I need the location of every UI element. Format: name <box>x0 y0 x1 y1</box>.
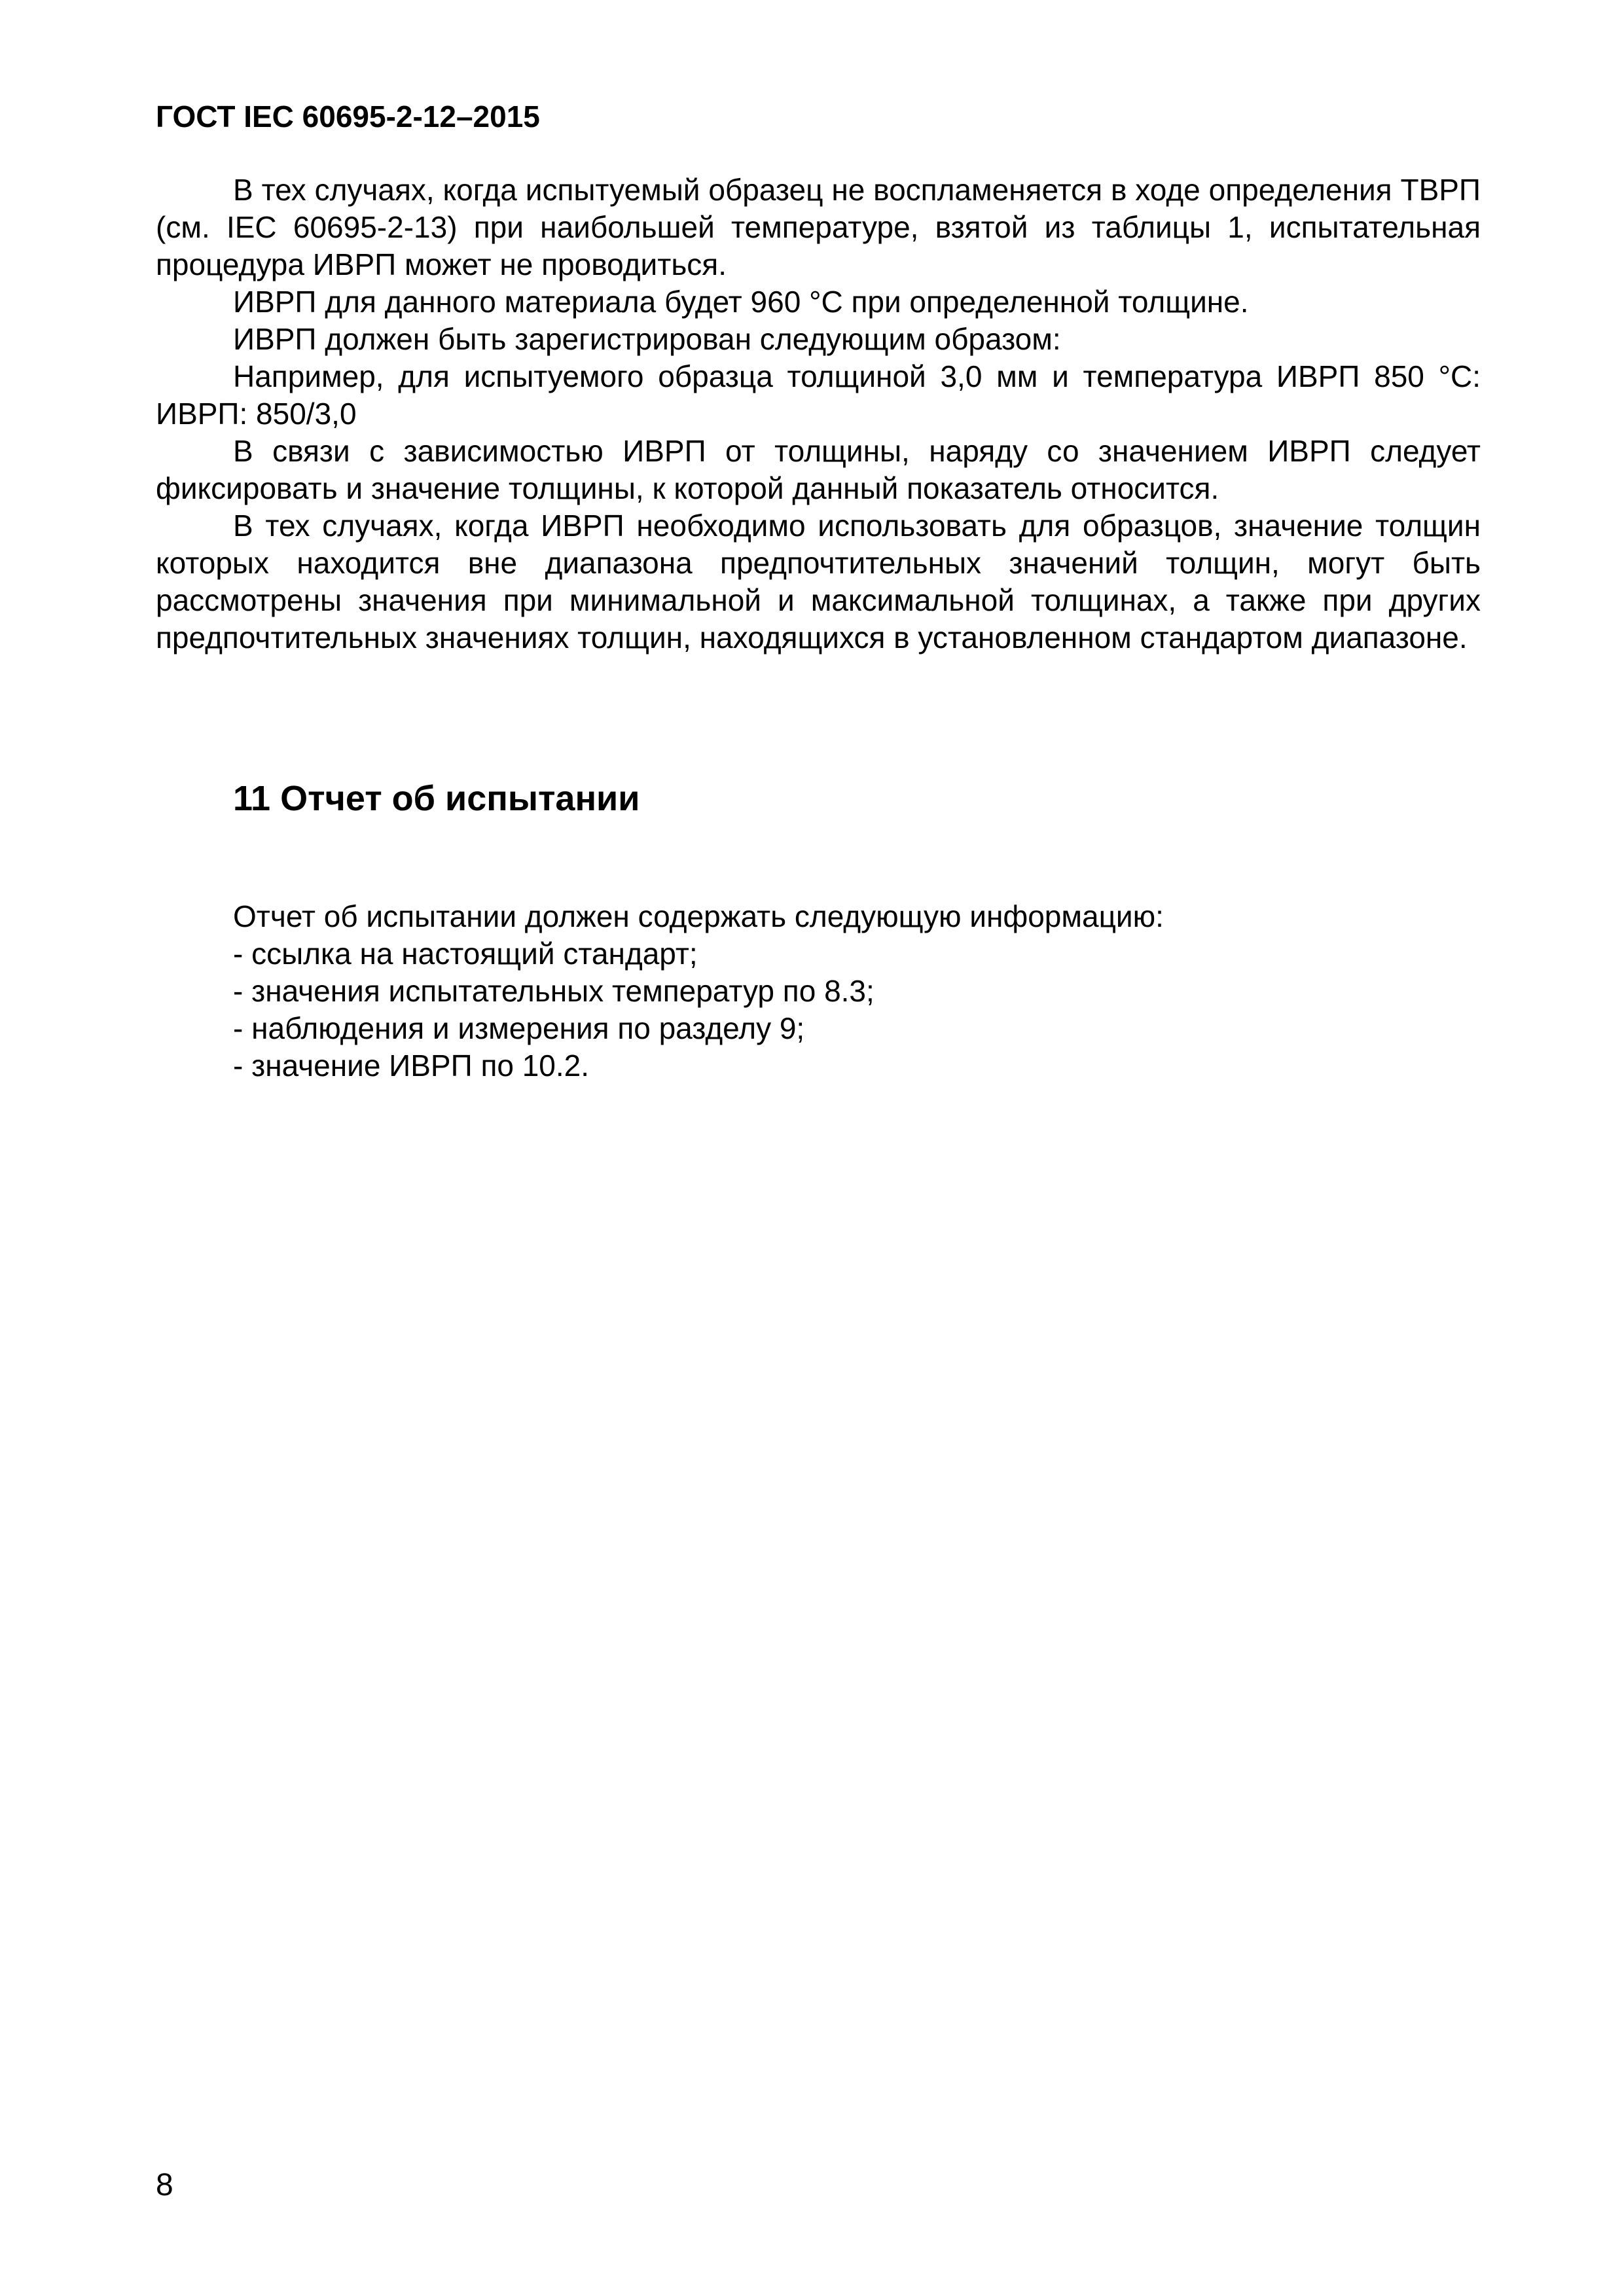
paragraph-out-of-range: В тех случаях, когда ИВРП необходимо использовать для образцов, значение толщин которых находится вне диапазона предпочтительных значений толщин, могут быть рассмотрены значения при минимальной и максимальной толщинах, а также при других предпочтительных значениях толщин, находящихся в установленном стандартом диапазоне. <box>156 509 1481 655</box>
body-text <box>156 171 1481 656</box>
test-report-list <box>233 935 1481 1085</box>
paragraph-ivrp-960: ИВРП для данного материала будет 960 °С при определенной толщине. <box>233 285 1249 319</box>
paragraph-no-ignition: В тех случаях, когда испытуемый образец не воспламеняется в ходе определения ТВРП (см. IEC 60695-2-13) при наибольшей температуре, взятой из таблицы 1, испытательная процедура ИВРП может не проводиться. <box>156 173 1481 281</box>
list-item: - значения испытательных температур по 8.3; <box>233 974 875 1008</box>
running-header-standard-id: ГОСТ IEC 60695-2-12–2015 <box>156 99 540 134</box>
section-heading-test-report: 11 Отчет об испытании <box>233 779 640 818</box>
list-item: - ссылка на настоящий стандарт; <box>233 937 698 971</box>
paragraph-example: Например, для испытуемого образца толщиной 3,0 мм и температура ИВРП 850 °С: ИВРП: 850/3,0 <box>156 359 1481 431</box>
list-item: - значение ИВРП по 10.2. <box>233 1049 590 1083</box>
paragraph-ivrp-registration: ИВРП должен быть зарегистрирован следующим образом: <box>233 322 1061 356</box>
test-report-intro: Отчет об испытании должен содержать следующую информацию: <box>233 899 1164 933</box>
list-item: - наблюдения и измерения по разделу 9; <box>233 1011 805 1045</box>
test-report-content <box>233 898 1481 1085</box>
paragraph-thickness-dependency: В связи с зависимостью ИВРП от толщины, наряду со значением ИВРП следует фиксировать и значение толщины, к которой данный показатель относится. <box>156 434 1481 505</box>
page-number: 8 <box>156 2168 173 2202</box>
